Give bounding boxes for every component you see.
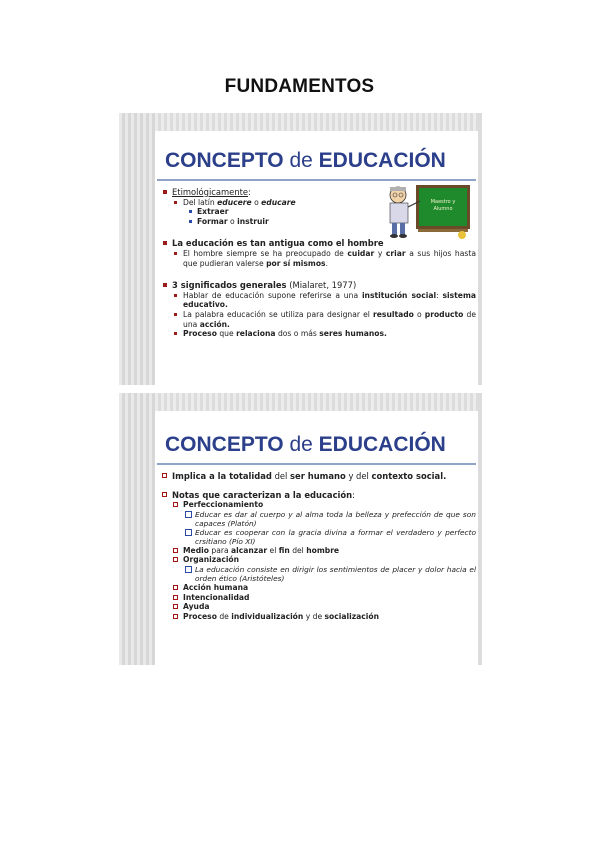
bullet-hollow-square-icon — [162, 473, 167, 478]
item-text: : — [436, 290, 443, 300]
slide-title — [165, 433, 446, 457]
chalkboard-text: Maestro y — [430, 199, 456, 205]
title-underline — [157, 179, 476, 181]
item-text: educere — [217, 197, 252, 207]
bullet-square-icon — [163, 241, 167, 245]
item-text: fin — [278, 545, 290, 555]
slide-2-content — [159, 471, 476, 621]
item-text: institución social — [361, 290, 437, 300]
item-text: a sus hijos hasta que pudieran valerse — [183, 248, 476, 268]
slide-stripe-decoration — [119, 113, 155, 385]
item-text: El hombre siempre se ha preocupado de — [183, 248, 348, 258]
item-text: del — [271, 471, 291, 481]
bullet-square-icon — [174, 313, 177, 316]
item-text: y del — [345, 471, 372, 481]
item-text: producto — [424, 309, 464, 319]
item-text: individualización — [231, 611, 304, 621]
list-item — [159, 593, 476, 603]
item-text: Formar — [197, 216, 228, 226]
item-text: Acción humana — [183, 582, 249, 592]
slide-title-part: EDUCACIÓN — [318, 149, 446, 172]
item-text: Hablar de educación supone referirse a una — [183, 290, 362, 300]
list-item — [159, 583, 476, 593]
item-text: o — [251, 197, 262, 207]
item-text: La educación consiste en dirigir los sentimientos de placer y dolor hacia el orden ético (Aristóteles) — [195, 564, 476, 583]
item-text: alcanzar — [231, 545, 268, 555]
bullet-hollow-square-icon — [173, 548, 178, 553]
item-text: o — [413, 309, 425, 319]
quote-item — [159, 510, 476, 528]
slide-stripe-decoration — [119, 393, 155, 665]
item-text: Etimológicamente — [172, 187, 249, 197]
list-item — [159, 555, 476, 565]
bullet-hollow-square-icon — [173, 585, 178, 590]
bullet-hollow-square-icon — [173, 502, 178, 507]
item-text: del — [289, 545, 307, 555]
item-text: instruir — [237, 216, 269, 226]
bullet-square-icon — [174, 201, 177, 204]
list-item — [159, 490, 476, 501]
list-item — [159, 249, 476, 268]
item-text: resultado — [373, 309, 414, 319]
bullet-hollow-square-icon — [173, 595, 178, 600]
slide-top-band — [155, 393, 482, 411]
bullet-square-icon — [174, 332, 177, 335]
slide-right-edge — [478, 113, 482, 385]
list-item — [159, 602, 476, 612]
item-text: por sí mismos — [266, 258, 326, 268]
item-text: Perfeccionamiento — [183, 500, 264, 510]
item-text: Del latín — [183, 197, 218, 207]
item-text: . — [325, 258, 328, 268]
list-item — [159, 217, 476, 227]
list-item — [159, 471, 476, 482]
item-text: contexto social. — [371, 471, 447, 481]
item-text: Educar es dar al cuerpo y al alma toda la belleza y prefección de que son capaces (Platón) — [195, 509, 476, 528]
slide-title-part: CONCEPTO — [165, 149, 284, 172]
item-text: La palabra educación se utiliza para designar el — [183, 309, 374, 319]
slide-top-band — [155, 113, 482, 131]
list-item — [159, 207, 476, 217]
item-text: relaciona — [236, 329, 276, 339]
slide-1 — [119, 113, 482, 385]
item-text: 3 significados generales — [172, 280, 287, 291]
bullet-square-icon — [163, 190, 167, 194]
item-text: criar — [385, 248, 406, 258]
item-text: acción. — [199, 319, 230, 329]
bullet-hollow-square-icon — [173, 557, 178, 562]
item-text: : — [248, 187, 251, 197]
checkbox-square-icon — [185, 566, 192, 573]
slide-title-part: de — [283, 433, 319, 456]
slide-1-content — [159, 187, 476, 339]
item-text: socialización — [324, 611, 379, 621]
bullet-square-icon — [174, 252, 177, 255]
item-text: y — [374, 248, 386, 258]
page-title: FUNDAMENTOS — [224, 76, 375, 97]
bullet-hollow-square-icon — [173, 614, 178, 619]
item-text: Notas que caracterizan a la educación — [172, 489, 353, 500]
slide-title-part: de — [283, 149, 319, 172]
list-item — [159, 198, 476, 208]
list-item — [159, 329, 476, 339]
item-text: sistema educativo. — [183, 290, 476, 310]
list-item — [159, 612, 476, 622]
slide-right-edge — [478, 393, 482, 665]
item-text: dos o más — [275, 329, 320, 339]
item-text: de una — [183, 309, 476, 329]
bullet-hollow-square-icon — [162, 492, 167, 497]
checkbox-square-icon — [185, 511, 192, 518]
item-text: Proceso — [183, 611, 217, 621]
list-item — [159, 500, 476, 510]
bullet-square-icon — [189, 210, 192, 213]
bullet-hollow-square-icon — [173, 604, 178, 609]
chalkboard-text: Alumno — [433, 206, 453, 212]
item-text: La educación es tan antigua como el hombre — [172, 238, 384, 249]
item-text: de — [216, 611, 232, 621]
item-text: hombre — [306, 545, 340, 555]
item-text: ser humano — [290, 471, 346, 481]
checkbox-square-icon — [185, 529, 192, 536]
item-text: Extraer — [197, 207, 229, 217]
item-text: Organización — [183, 555, 240, 565]
item-text: que — [216, 329, 237, 339]
list-item — [159, 238, 476, 249]
slide-title — [165, 149, 446, 173]
slide-title-part: CONCEPTO — [165, 433, 284, 456]
item-text: (Mialaret, 1977) — [286, 280, 357, 291]
item-text: Ayuda — [183, 602, 210, 612]
quote-item — [159, 565, 476, 583]
list-item — [159, 291, 476, 310]
bullet-square-icon — [189, 220, 192, 223]
quote-item — [159, 528, 476, 546]
item-text: Proceso — [183, 329, 217, 339]
item-text: totalidad — [229, 471, 272, 481]
item-text: Educar es cooperar con la gracia divina a formar el verdadero y perfecto crsitiano (Pío XI) — [195, 527, 476, 546]
item-text: o — [227, 216, 238, 226]
item-text: : — [352, 489, 355, 500]
bullet-square-icon — [174, 294, 177, 297]
slide-title-part: EDUCACIÓN — [318, 433, 446, 456]
slide-2 — [119, 393, 482, 665]
item-text: cuidar — [347, 248, 375, 258]
item-text: el — [267, 545, 279, 555]
item-text: Medio — [183, 545, 209, 555]
item-text: para — [208, 545, 232, 555]
list-item — [159, 546, 476, 556]
list-item — [159, 310, 476, 329]
bullet-square-icon — [163, 283, 167, 287]
list-item — [159, 187, 476, 198]
list-item — [159, 280, 476, 291]
item-text: educare — [261, 197, 296, 207]
item-text: y de — [303, 611, 325, 621]
item-text: seres humanos. — [319, 329, 387, 339]
title-underline — [157, 463, 476, 465]
item-text: Implica a la — [172, 471, 230, 481]
item-text: Intencionalidad — [183, 592, 250, 602]
